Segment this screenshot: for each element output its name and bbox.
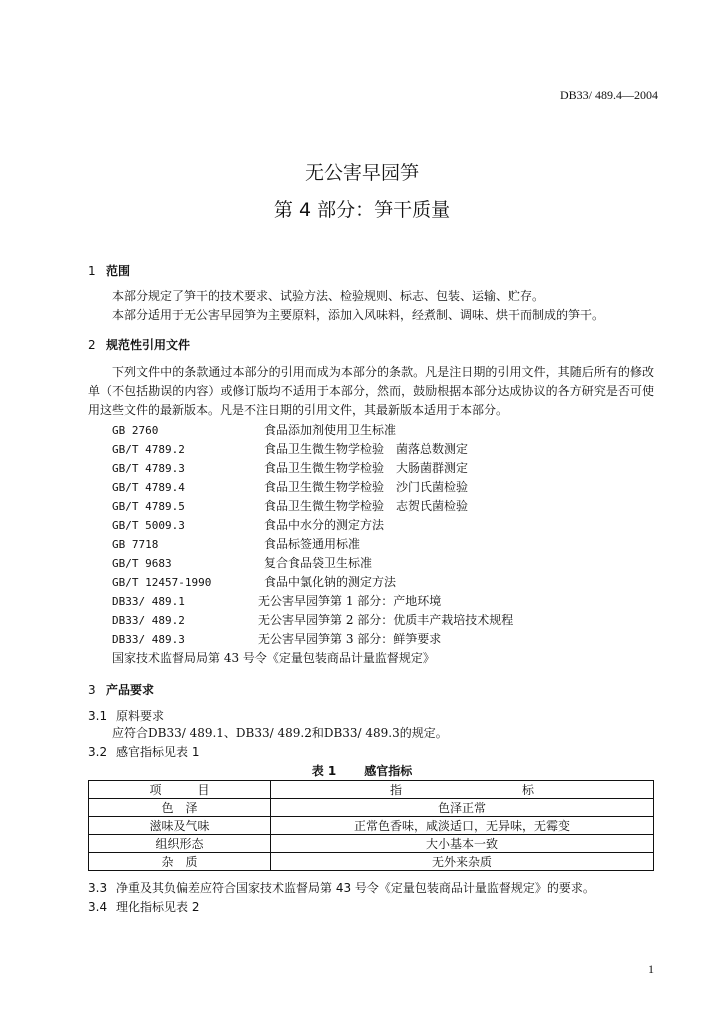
table-1-caption [0, 762, 724, 779]
table-cell-item: 组织形态 [89, 835, 271, 853]
reference-item [112, 421, 632, 440]
table-cell-item: 滋味及气味 [89, 817, 271, 835]
subsection-number: 3.3 [88, 881, 108, 895]
reference-name: 食品中水分的测定方法 [264, 518, 385, 532]
table-row [89, 853, 654, 871]
section-2-intro: 下列文件中的条款通过本部分的引用而成为本部分的条款。凡是注日期的引用文件，其随后所有的修改单（不包括勘误的内容）或修订版均不适用于本部分，然而，鼓励根据本部分达成协议的各方研究是否可使用这些文件的最新版本。凡是不注日期的引用文件，其最新版本适用于本部分。 [88, 365, 654, 417]
reference-code: GB/T 5009.3 [112, 519, 185, 532]
table-header-row [89, 781, 654, 799]
sensory-index-table [88, 780, 654, 871]
table-cell-value: 色泽正常 [271, 799, 654, 817]
section-2-heading [88, 336, 190, 353]
section-number: 3 [88, 683, 96, 697]
subsection-number: 3.1 [88, 709, 108, 723]
reference-name: 食品标签通用标准 [264, 537, 361, 551]
reference-code: DB33/ 489.2 [112, 614, 185, 627]
table-header-item: 项 目 [89, 781, 271, 799]
reference-code: DB33/ 489.3 [112, 633, 185, 646]
section-title: 规范性引用文件 [106, 338, 191, 352]
reference-code: DB33/ 489.1 [112, 595, 185, 608]
table-header-index: 指 标 [271, 781, 654, 799]
reference-name: 无公害早园笋第 3 部分：鲜笋要求 [258, 632, 442, 646]
subsection-title: 原料要求 [116, 709, 165, 723]
page-number: 1 [648, 962, 654, 976]
table-row [89, 835, 654, 853]
table-cell-value: 无外来杂质 [271, 853, 654, 871]
reference-item [112, 592, 632, 611]
reference-name: 复合食品袋卫生标准 [264, 556, 373, 570]
subsection-3-1-heading [88, 707, 164, 724]
reference-code: GB/T 12457-1990 [112, 576, 212, 589]
standard-code: DB33/ 489.4—2004 [559, 88, 658, 102]
reference-item [112, 611, 632, 630]
subsection-number: 3.2 [88, 745, 108, 759]
reference-name: 无公害早园笋第 1 部分：产地环境 [258, 594, 442, 608]
reference-item [112, 535, 632, 554]
reference-list [112, 421, 632, 668]
table-cell-item: 杂 质 [89, 853, 271, 871]
section-number: 1 [88, 264, 96, 278]
reference-item [112, 459, 632, 478]
reference-name: 食品卫生微生物学检验 大肠菌群测定 [264, 461, 469, 475]
section-title: 范围 [106, 264, 131, 278]
document-subtitle: 第 4 部分：笋干质量 [273, 199, 451, 221]
subsection-text: 理化指标见表 2 [116, 900, 200, 914]
reference-code: GB/T 4789.4 [112, 481, 185, 494]
subsection-3-1-text: 应符合DB33/ 489.1、DB33/ 489.2和DB33/ 489.3的规定。 [112, 726, 448, 740]
subsection-3-2-heading [88, 743, 199, 760]
reference-item [112, 554, 632, 573]
reference-item [112, 497, 632, 516]
reference-name: 食品添加剂使用卫生标准 [264, 423, 397, 437]
reference-code: GB/T 9683 [112, 557, 172, 570]
table-cell-value: 大小基本一致 [271, 835, 654, 853]
reference-code: GB 7718 [112, 538, 159, 551]
reference-item [112, 630, 632, 649]
section-number: 2 [88, 338, 96, 352]
table-row [89, 817, 654, 835]
reference-code: GB/T 4789.3 [112, 462, 185, 475]
table-row [89, 799, 654, 817]
table-label: 表 1 [311, 764, 337, 778]
reference-code: GB 2760 [112, 424, 159, 437]
table-cell-item: 色 泽 [89, 799, 271, 817]
reference-code: GB/T 4789.2 [112, 443, 185, 456]
table-caption-text: 感官指标 [364, 764, 413, 778]
subsection-title: 感官指标见表 1 [116, 745, 200, 759]
subsection-3-4 [88, 898, 199, 915]
section-1-paragraph-1: 本部分规定了笋干的技术要求、试验方法、检验规则、标志、包装、运输、贮存。 [112, 289, 545, 303]
reference-item-last: 国家技术监督局局第 43 号令《定量包装商品计量监督规定》 [112, 651, 435, 665]
reference-name: 无公害早园笋第 2 部分：优质丰产栽培技术规程 [258, 613, 514, 627]
table-cell-value: 正常色香味，咸淡适口，无异味，无霉变 [271, 817, 654, 835]
reference-name: 食品卫生微生物学检验 沙门氏菌检验 [264, 480, 469, 494]
reference-item [112, 440, 632, 459]
section-3-heading [88, 681, 154, 698]
reference-name: 食品中氯化钠的测定方法 [264, 575, 397, 589]
reference-name: 食品卫生微生物学检验 菌落总数测定 [264, 442, 469, 456]
section-1-heading [88, 262, 130, 279]
section-1-paragraph-2: 本部分适用于无公害早园笋为主要原料，添加入风味料，经煮制、调味、烘干而制成的笋干。 [112, 308, 605, 322]
subsection-number: 3.4 [88, 900, 108, 914]
reference-name: 食品卫生微生物学检验 志贺氏菌检验 [264, 499, 469, 513]
document-title: 无公害早园笋 [304, 162, 419, 184]
reference-item [112, 573, 632, 592]
reference-code: GB/T 4789.5 [112, 500, 185, 513]
reference-item [112, 478, 632, 497]
reference-item [112, 516, 632, 535]
section-title: 产品要求 [106, 683, 155, 697]
subsection-3-3 [88, 879, 595, 896]
subsection-text: 净重及其负偏差应符合国家技术监督局第 43 号令《定量包装商品计量监督规定》的要求。 [116, 881, 595, 895]
